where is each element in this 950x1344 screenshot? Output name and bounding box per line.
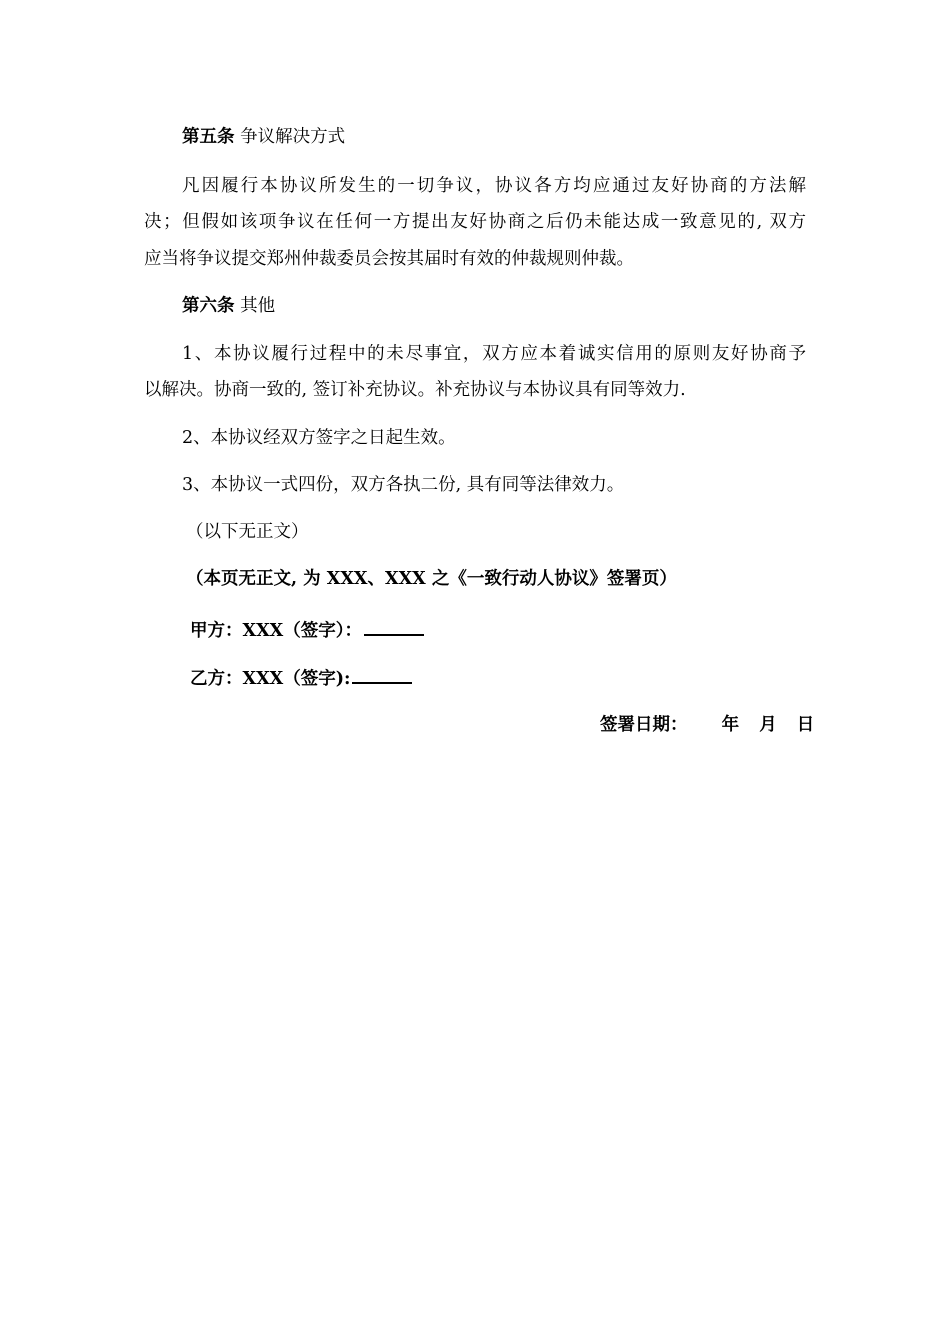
- article-5-paragraph-line-2: 决；但假如该项争议在任何一方提出友好协商之后仍未能达成一致意见的, 双方: [144, 212, 806, 232]
- party-a-signature-blank[interactable]: [364, 616, 424, 636]
- article-6-title: 其他: [240, 296, 276, 316]
- article-6-label: 第六条: [182, 296, 235, 316]
- party-b-signature-line: [190, 664, 852, 691]
- signing-date-label: 签署日期：: [600, 715, 688, 735]
- signing-date-day: 日: [796, 715, 815, 735]
- signing-date-month: 月: [759, 715, 777, 735]
- article-5-paragraph-line-1: 凡因履行本协议所发生的一切争议，协议各方均应通过友好协商的方法解: [182, 176, 806, 196]
- article-6-item-3: 3、本协议一式四份，双方各执二份, 具有同等法律效力。: [182, 475, 625, 495]
- article-5-heading: [182, 125, 844, 149]
- signing-date-year: 年: [721, 715, 740, 735]
- article-5-label: 第五条: [182, 127, 235, 147]
- party-b-label: 乙方：XXX（签字):: [190, 669, 351, 689]
- party-a-signature-line: [190, 616, 852, 643]
- article-6-item-1-line-2: 以解决。协商一致的, 签订补充协议。补充协议与本协议具有同等效力.: [144, 380, 686, 400]
- signing-date-line: [600, 713, 815, 737]
- signature-page-note: （本页无正文, 为 XXX、XXX 之《一致行动人协议》签署页）: [186, 569, 677, 589]
- article-6-item-2: 2、本协议经双方签字之日起生效。: [182, 428, 456, 448]
- party-b-signature-blank[interactable]: [352, 664, 412, 684]
- article-6-item-1-line-1: 1、本协议履行过程中的未尽事宜，双方应本着诚实信用的原则友好协商予: [182, 344, 806, 364]
- party-a-label: 甲方：XXX（签字）：: [190, 621, 362, 641]
- article-5-title: 争议解决方式: [240, 127, 346, 147]
- no-further-text-note: （以下无正文）: [186, 522, 309, 542]
- article-5-paragraph-line-3: 应当将争议提交郑州仲裁委员会按其届时有效的仲裁规则仲裁。: [144, 249, 634, 269]
- article-6-heading: [182, 294, 844, 318]
